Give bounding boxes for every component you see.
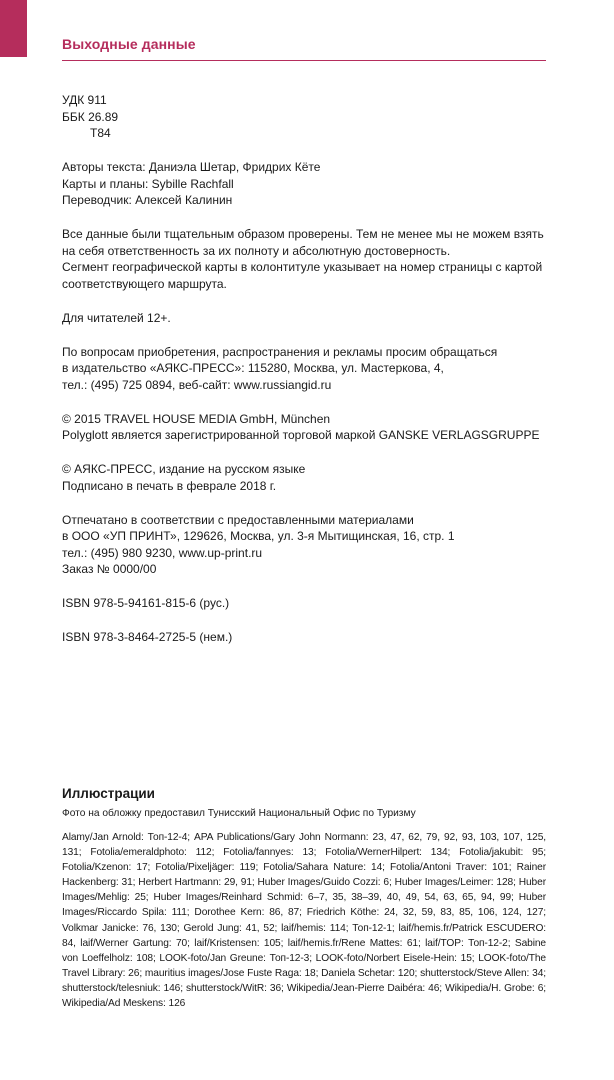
russian-copyright-block <box>62 461 546 494</box>
printing-line: в ООО «УП ПРИНТ», 129626, Москва, ул. 3-я Мытищинская, 16, стр. 1 <box>62 529 455 543</box>
disclaimer-line: Все данные были тщательным образом проверены. Тем не менее мы не можем взять <box>62 227 544 241</box>
copyright-line: © АЯКС-ПРЕСС, издание на русском языке <box>62 462 306 476</box>
isbn-german: ISBN 978-3-8464-2725-5 (нем.) <box>62 630 233 644</box>
photo-credits: Alamy/Jan Arnold: Топ-12-4; APA Publications/Gary John Normann: 23, 47, 62, 79, 92, 93, 103, 107, 125, 131; Fotolia/emeraldphoto: 112; Fotolia/fannyes: 13; Fotolia/WernerHilpert: 134; Fotolia/jakubit: 95; Fotolia/Kzenon: 17; Fotolia/Pixeljäger: 119; Fotolia/Sahara Nature: 14; Fotolia/Antoni Traver: 101; Rainer Hackenberg: 31; Herbert Hartmann: 29, 91; Huber Images/Guido Cozzi: 6; Huber Images/Leimer: 128; Huber Images/Mehlig: 25; Huber Images/Reinhard Schmid: 6–7, 35, 38–39, 40, 49, 54, 63, 65, 94, 99; Huber Images/Riccardo Spila: 111; Dorothee Kern: 86, 87; Friedrich Köthe: 24, 32, 59, 83, 85, 106, 124, 127; Volkmar Janicke: 76, 130; Gerold Jung: 41, 52; laif/hemis: 114; Топ-12-1; laif/hemis.fr/Patrick ESCUDERO: 84, laif/Werner Gartung: 70; laif/Kristensen: 105; laif/hemis.fr/Rene Mattes: 61; laif/TOP: Топ-12-2; Sabine von Loeffelholz: 108; LOOK-foto/Jan Greune: Топ-12-3; LOOK-foto/Norbert Eisele-Hein: 15; LOOK-foto/The Travel Library: 26; mauritius images/Jose Fuste Raga: 18; Daniela Schetar: 120; shutterstock/Steve Allen: 34; shutterstock/telesniuk: 146; shutterstock/WitR: 36; Wikipedia/Jean-Pierre Daibéra: 46; Wikipedia/H. Grobe: 6; Wikipedia/Ad Meskens: 126 <box>62 832 546 1010</box>
disclaimer-line: Сегмент географической карты в колонтитуле указывает на номер страницы с картой <box>62 260 543 274</box>
copyright-line: © 2015 TRAVEL HOUSE MEDIA GmbH, München <box>62 411 331 426</box>
isbn-russian: ISBN 978-5-94161-815-6 (рус.) <box>62 596 230 610</box>
classification-block <box>62 92 546 142</box>
imprint-body <box>62 92 546 646</box>
udk-code: УДК 911 <box>62 93 107 107</box>
printing-line: Отпечатано в соответствии с предоставленными материалами <box>62 512 414 527</box>
age-rating: Для читателей 12+. <box>62 310 171 325</box>
contacts-block <box>62 344 546 394</box>
printing-block <box>62 512 546 578</box>
disclaimer-line: на себя ответственность за их полноту и абсолютную достоверность. <box>62 243 451 258</box>
cover-photo-credit: Фото на обложку предоставил Тунисский Национальный Офис по Туризму <box>62 808 416 819</box>
section-color-tab <box>0 0 27 57</box>
contacts-line: в издательство «АЯКС-ПРЕСС»: 115280, Москва, ул. Мастеркова, 4, <box>62 361 444 375</box>
translator-line: Переводчик: Алексей Калинин <box>62 193 233 207</box>
original-copyright-block <box>62 411 546 444</box>
authors-line: Авторы текста: Даниэла Шетар, Фридрих Кёте <box>62 160 321 174</box>
maps-line: Карты и планы: Sybille Rachfall <box>62 176 234 191</box>
disclaimer-block <box>62 226 546 292</box>
people-credits-block <box>62 159 546 209</box>
title-divider <box>62 60 546 61</box>
illustrations-section <box>62 785 546 1011</box>
contacts-line: тел.: (495) 725 0894, веб-сайт: www.russiangid.ru <box>62 377 332 392</box>
contacts-line: По вопросам приобретения, распространения и рекламы просим обращаться <box>62 344 498 359</box>
order-number: Заказ № 0000/00 <box>62 562 157 576</box>
trademark-line: Polyglott является зарегистрированной торговой маркой GANSKE VERLAGSGRUPPE <box>62 428 540 442</box>
printing-line: тел.: (495) 980 9230, www.up-print.ru <box>62 545 263 560</box>
author-mark: Т84 <box>90 126 111 140</box>
print-date-line: Подписано в печать в феврале 2018 г. <box>62 478 277 493</box>
page-title: Выходные данные <box>62 36 196 52</box>
bbk-code: ББК 26.89 <box>62 109 119 124</box>
illustrations-title: Иллюстрации <box>62 786 155 801</box>
disclaimer-line: соответствующего маршрута. <box>62 276 227 291</box>
